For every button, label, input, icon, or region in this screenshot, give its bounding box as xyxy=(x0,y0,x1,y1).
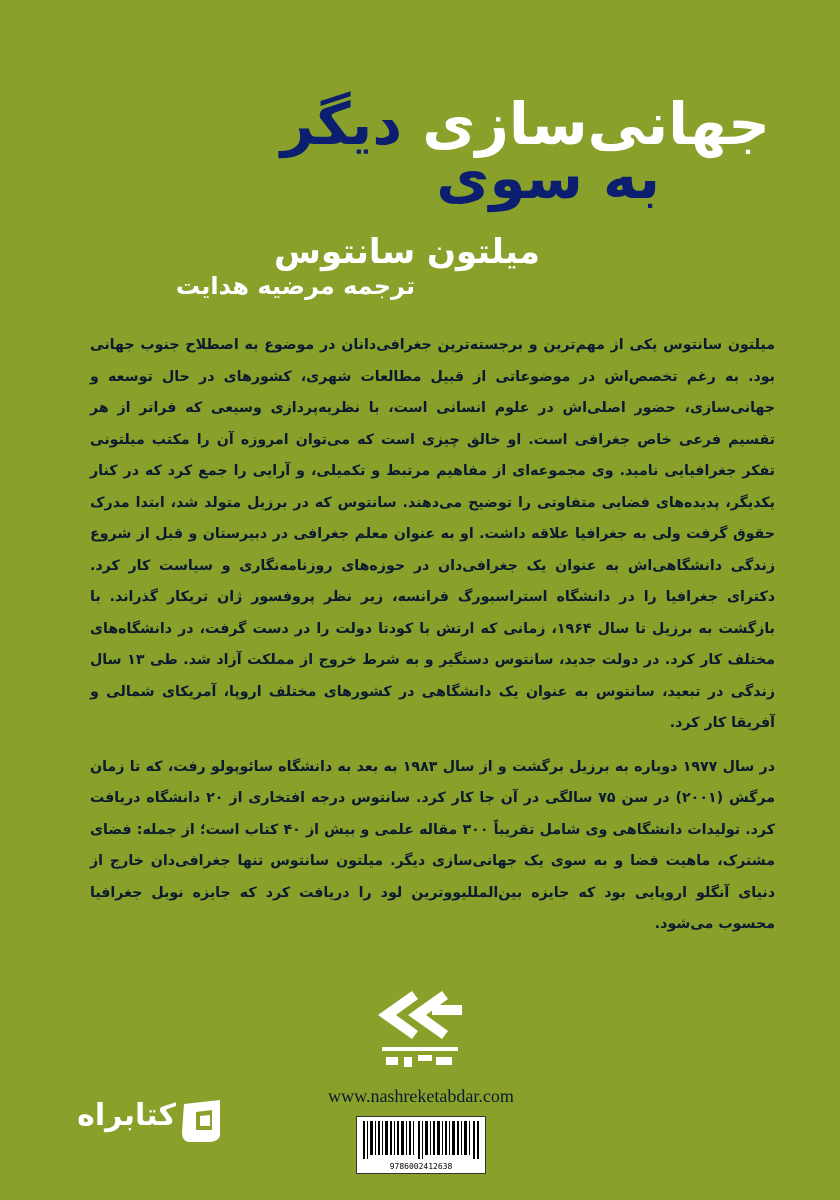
publisher-logo-icon xyxy=(372,985,468,1075)
publisher-url[interactable]: www.nashreketabdar.com xyxy=(328,1086,514,1106)
ketabrah-watermark xyxy=(40,1090,220,1150)
blurb-paragraph-2: در سال ۱۹۷۷ دوباره به برزیل برگشت و از سال ۱۹۸۳ به بعد به دانشگاه سائوپولو رفت، که تا زمان مرگش (۲۰۰۱) در سن ۷۵ سالگی در آن جا کار کرد. سانتوس درجه افتخاری از ۲۰ دانشگاه دریافت کرد. تولیدات دانشگاهی وی شامل تقریباً ۳۰۰ مقاله علمی و بیش از ۴۰ کتاب است؛ از جمله: فضای مشترک، ماهیت فضا و به سوی یک جهانی‌سازی دیگر. میلتون سانتوس تنها جغرافی‌دان خارج از دنیای آنگلو اروپایی بود که جایزه بین‌المللیووترین لود را دریافت کرد که جایزه نوبل جغرافیا محسوب می‌شود. xyxy=(90,758,775,932)
ketabrah-leaf-icon xyxy=(176,1094,228,1146)
title-word-digar: دیگر xyxy=(280,90,403,158)
blurb-text xyxy=(90,330,775,941)
isbn-barcode xyxy=(356,1116,486,1174)
title-word-besooye: به سوی xyxy=(436,144,660,212)
blurb-paragraph-1: میلتون سانتوس یکی از مهم‌ترین و برجسته‌ترین جغرافی‌دانان در موضوع به اصطلاح جنوب جهانی بود. به رغم تخصص‌اش در موضوعاتی از قبیل مطالعات شهری، کشورهای در حال توسعه و جهانی‌سازی، حضور اصلی‌اش در علوم انسانی است، با نظریه‌پردازی وسیعی که فراتر از هر تقسیم فرعی خاص جغرافی است. او خالق چیزی است که می‌توان امروزه آن را مکتب میلتونی تفکر جغرافیایی نامید. وی مجموعه‌ای از مفاهیم مرتبط و تکمیلی، و آرایی را جمع کرد که در کنار یکدیگر، پدیده‌های فضایی متفاوتی را توضیح می‌دهند. سانتوس که در برزیل متولد شد، ابتدا مدرک حقوق گرفت ولی به جغرافیا علاقه داشت. او به عنوان معلم جغرافی در دبیرستان و قبل از شروع زندگی دانشگاهی‌اش به عنوان یک جغرافی‌دان در حوزه‌های روزنامه‌نگاری و سیاست کار کرد. دکترای جغرافیا را در دانشگاه استراسبورگ فرانسه، زیر نظر پروفسور ژان تریکار گذراند. با بازگشت به برزیل تا سال ۱۹۶۴، زمانی که ارتش با کودتا دولت را در دست گرفت، در دانشگاه‌های مختلف کار کرد. در دولت جدید، سانتوس دستگیر و به شرط خروج از مملکت آزاد شد. طی ۱۳ سال زندگی در تبعید، سانتوس به عنوان یک دانشگاهی در کشورهای مختلف اروپا، آمریکای شمالی و آفریقا کار کرد. xyxy=(90,337,776,731)
title-word-jahanisazi: جهانی‌سازی xyxy=(422,90,770,158)
isbn-number: 9786002412638 xyxy=(389,1162,453,1171)
translator-name: ترجمه مرضیه هدایت xyxy=(175,272,415,300)
book-title xyxy=(280,90,770,212)
barcode-bars xyxy=(363,1121,479,1159)
author-name: میلتون سانتوس xyxy=(274,232,540,272)
ketabrah-wordmark: کتابراه xyxy=(77,1098,176,1133)
